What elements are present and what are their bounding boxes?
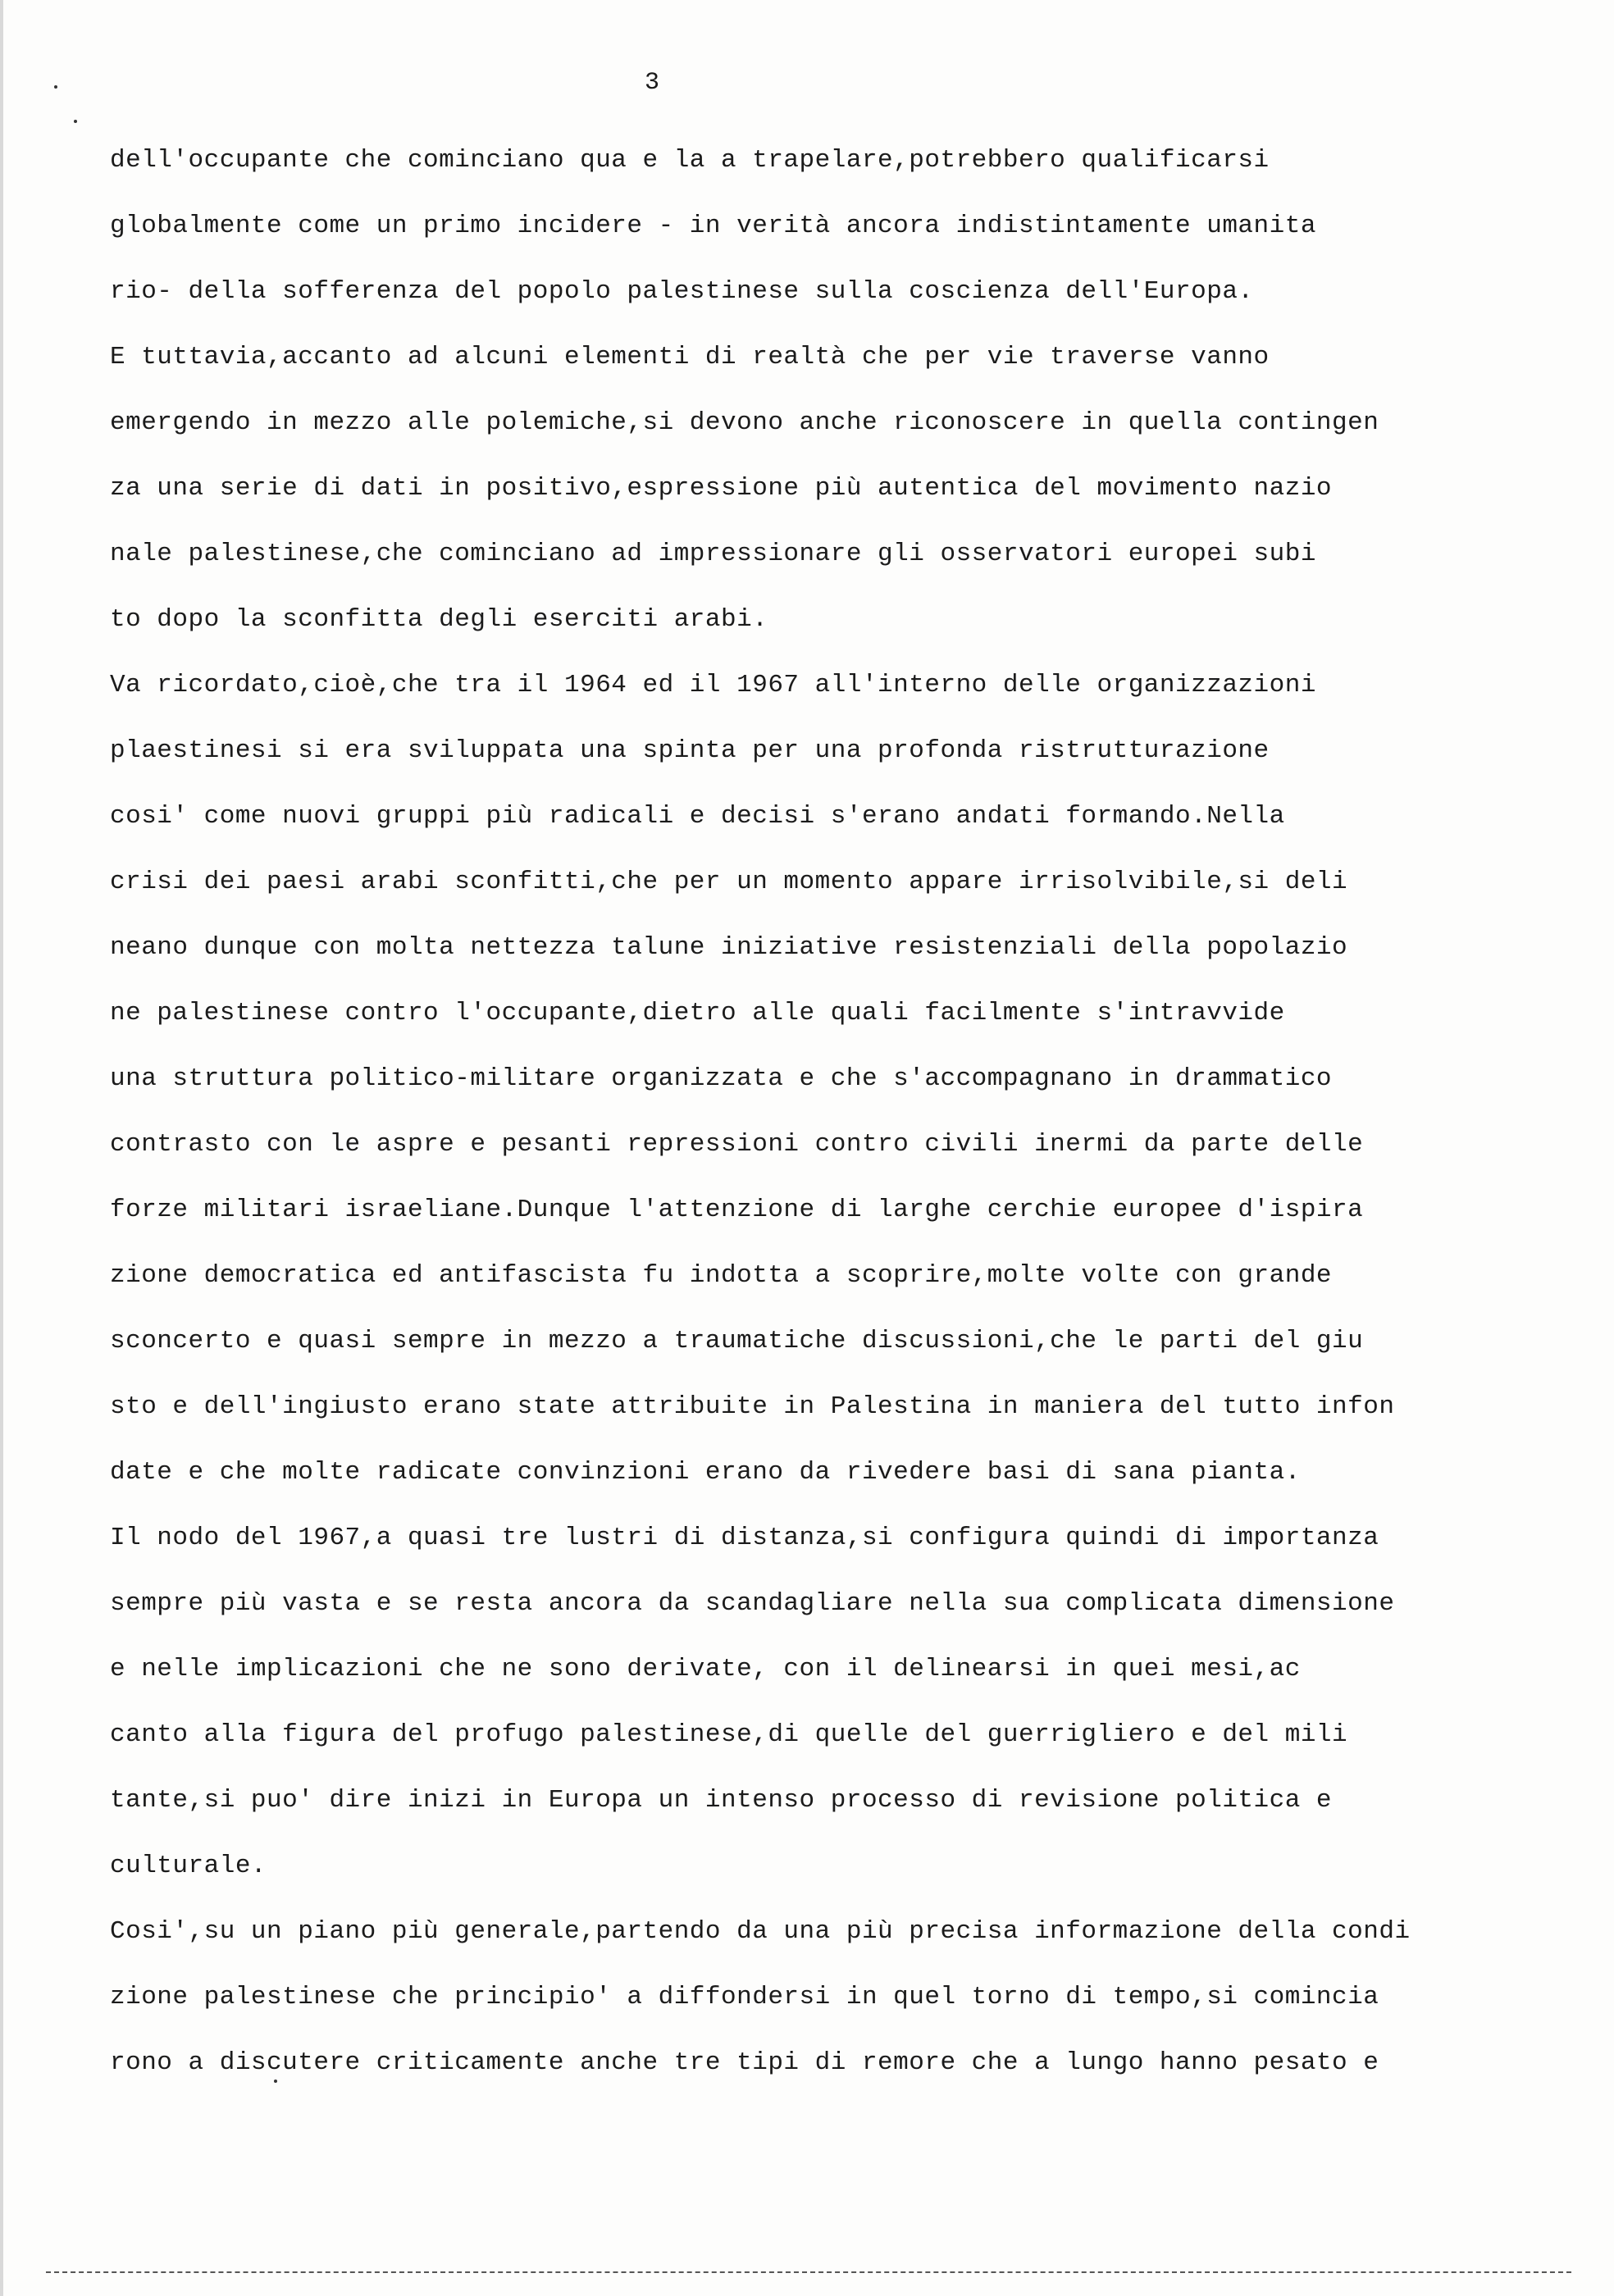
text-line: tante,si puo' dire inizi in Europa un intenso processo di revisione politica e — [110, 1786, 1333, 1815]
bottom-rule — [46, 2271, 1571, 2273]
text-line: rono a discutere criticamente anche tre tipi di remore che a lungo hanno pesato e — [110, 2048, 1379, 2077]
text-line: plaestinesi si era sviluppata una spinta per una profonda ristrutturazione — [110, 736, 1270, 765]
typed-body-text — [110, 128, 1521, 2096]
text-line: culturale. — [110, 1852, 267, 1880]
ink-speck — [274, 2080, 277, 2083]
text-line: Cosi',su un piano più generale,partendo da una più precisa informazione della condi — [110, 1917, 1411, 1946]
text-line: Il nodo del 1967,a quasi tre lustri di distanza,si configura quindi di importanza — [110, 1524, 1379, 1552]
text-line: rio- della sofferenza del popolo palestinese sulla coscienza dell'Europa. — [110, 277, 1254, 306]
text-line: e nelle implicazioni che ne sono derivate, con il delinearsi in quei mesi,ac — [110, 1655, 1301, 1683]
text-line: emergendo in mezzo alle polemiche,si devono anche riconoscere in quella contingen — [110, 408, 1379, 437]
text-line: cosi' come nuovi gruppi più radicali e decisi s'erano andati formando.Nella — [110, 802, 1285, 831]
text-line: forze militari israeliane.Dunque l'attenzione di larghe cerchie europee d'ispira — [110, 1196, 1364, 1224]
text-line: date e che molte radicate convinzioni erano da rivedere basi di sana pianta. — [110, 1458, 1301, 1487]
text-line: Va ricordato,cioè,che tra il 1964 ed il 1967 all'interno delle organizzazioni — [110, 671, 1316, 699]
page-left-edge — [0, 0, 3, 2296]
ink-speck — [74, 120, 77, 123]
text-line: sempre più vasta e se resta ancora da scandagliare nella sua complicata dimensione — [110, 1589, 1395, 1618]
text-line: dell'occupante che cominciano qua e la a trapelare,potrebbero qualificarsi — [110, 146, 1270, 175]
text-line: una struttura politico-militare organizzata e che s'accompagnano in drammatico — [110, 1064, 1333, 1093]
text-line: zione democratica ed antifascista fu indotta a scoprire,molte volte con grande — [110, 1261, 1333, 1290]
text-line: crisi dei paesi arabi sconfitti,che per un momento appare irrisolvibile,si deli — [110, 868, 1348, 896]
text-line: za una serie di dati in positivo,espressione più autentica del movimento nazio — [110, 474, 1333, 503]
text-line: contrasto con le aspre e pesanti repressioni contro civili inermi da parte delle — [110, 1130, 1364, 1159]
ink-speck — [54, 85, 57, 89]
text-line: to dopo la sconfitta degli eserciti arabi. — [110, 605, 768, 634]
text-line: ne palestinese contro l'occupante,dietro alle quali facilmente s'intravvide — [110, 999, 1285, 1027]
text-line: E tuttavia,accanto ad alcuni elementi di realtà che per vie traverse vanno — [110, 343, 1270, 371]
text-line: neano dunque con molta nettezza talune iniziative resistenziali della popolazio — [110, 933, 1348, 962]
text-line: canto alla figura del profugo palestinese,di quelle del guerrigliero e del mili — [110, 1720, 1348, 1749]
page-number: 3 — [645, 69, 660, 97]
text-line: sconcerto e quasi sempre in mezzo a traumatiche discussioni,che le parti del giu — [110, 1327, 1364, 1355]
text-line: nale palestinese,che cominciano ad impressionare gli osservatori europei subi — [110, 540, 1316, 568]
text-line: sto e dell'ingiusto erano state attribuite in Palestina in maniera del tutto infon — [110, 1392, 1395, 1421]
text-line: zione palestinese che principio' a diffondersi in quel torno di tempo,si comincia — [110, 1983, 1379, 2011]
text-line: globalmente come un primo incidere - in verità ancora indistintamente umanita — [110, 212, 1316, 240]
